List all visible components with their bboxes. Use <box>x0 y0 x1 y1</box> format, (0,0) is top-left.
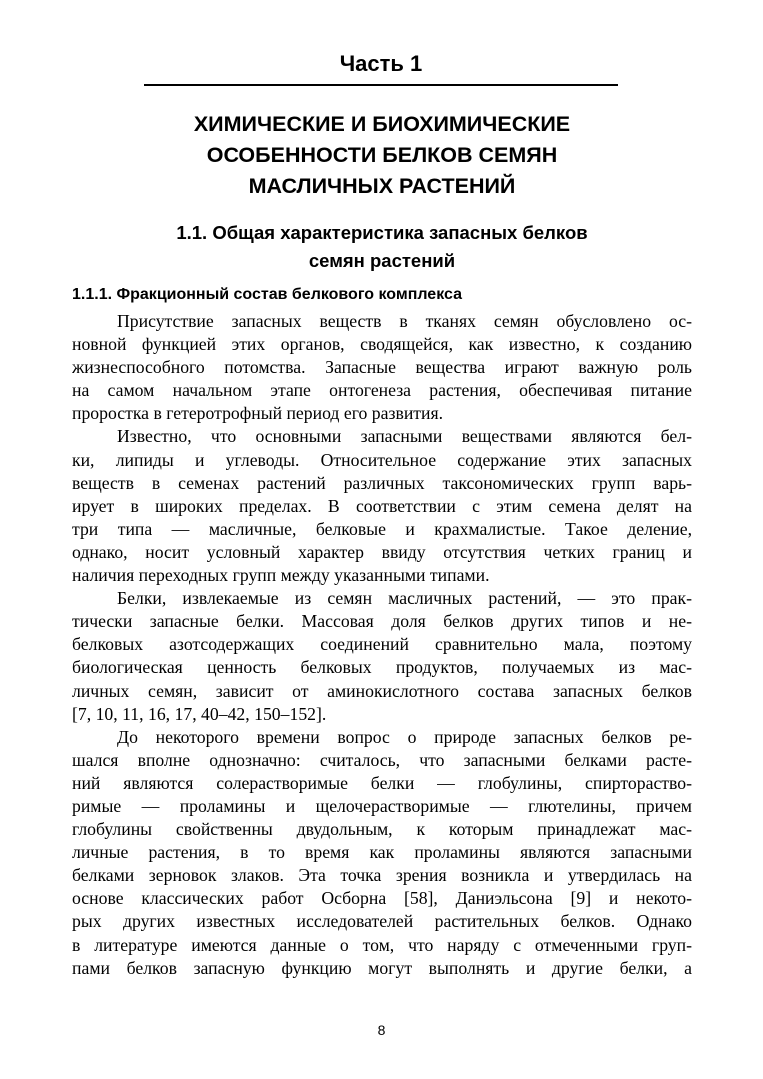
subsection-title: 1.1.1. Фракционный состав белкового комплекса <box>72 286 462 303</box>
section-title-line: семян растений <box>308 250 456 271</box>
text-line: наличия переходных групп между указанными типами. <box>72 565 490 586</box>
text-line: ирует в широких пределах. В соответствии с этим семена делят на <box>72 495 692 516</box>
text-line: ки, липиды и углеводы. Относительное содержание этих запасных <box>72 449 692 470</box>
text-line: римые — проламины и щелочерастворимые — глютелины, причем <box>72 795 692 816</box>
text-line: белками зерновок злаков. Эта точка зрения возникла и утвердилась на <box>72 865 692 886</box>
section-title-line: 1.1. Общая характеристика запасных белков <box>176 222 588 243</box>
text-line: шался вполне однозначно: считалось, что запасными белками расте- <box>72 749 692 770</box>
text-line: пами белков запасную функцию могут выполнять и другие белки, а <box>72 957 692 978</box>
paragraph <box>72 310 692 425</box>
text-line: жизнеспособного потомства. Запасные вещества играют важную роль <box>72 357 692 378</box>
text-line: биологическая ценность белковых продуктов, получаемых из мас- <box>72 657 692 678</box>
section-title <box>72 219 692 275</box>
text-line: новной функцией этих органов, сводящейся, как известно, к созданию <box>72 334 692 355</box>
paragraph <box>72 425 692 587</box>
text-line: [7, 10, 11, 16, 17, 40–42, 150–152]. <box>72 703 327 724</box>
chapter-title <box>72 109 692 202</box>
page-content <box>72 50 692 980</box>
text-line: однако, носит условный характер ввиду отсутствия четких границ и <box>72 541 692 562</box>
paragraph <box>72 726 692 980</box>
text-line: тически запасные белки. Массовая доля белков других типов и не- <box>72 611 692 632</box>
text-line: проростка в гетеротрофный период его развития. <box>72 403 444 424</box>
text-line: в литературе имеются данные о том, что наряду с отмеченными груп- <box>72 934 692 955</box>
text-line: До некоторого времени вопрос о природе запасных белков ре- <box>117 726 692 747</box>
text-line: веществ в семенах растений различных таксономических групп варь- <box>72 472 692 493</box>
text-line: ний являются солерастворимые белки — глобулины, спиртораство- <box>72 772 692 793</box>
text-line: личные растения, в то время как проламины являются запасными <box>72 842 692 863</box>
text-line: на самом начальном этапе онтогенеза растения, обеспечивая питание <box>72 380 692 401</box>
chapter-title-line: ХИМИЧЕСКИЕ И БИОХИМИЧЕСКИЕ <box>193 112 571 136</box>
text-line: белковых азотсодержащих соединений сравнительно мала, поэтому <box>72 634 692 655</box>
text-line: рых других известных исследователей растительных белков. Однако <box>72 911 692 932</box>
part-title: Часть 1 <box>144 50 618 86</box>
chapter-title-line: ОСОБЕННОСТИ БЕЛКОВ СЕМЯН <box>206 143 558 167</box>
chapter-title-line: МАСЛИЧНЫХ РАСТЕНИЙ <box>248 174 516 198</box>
paragraph <box>72 587 692 726</box>
text-line: Известно, что основными запасными веществами являются бел- <box>117 426 692 447</box>
text-line: личных семян, зависит от аминокислотного состава запасных белков <box>72 680 692 701</box>
text-line: Белки, извлекаемые из семян масличных растений, — это прак- <box>117 588 692 609</box>
text-line: Присутствие запасных веществ в тканях семян обусловлено ос- <box>117 311 692 331</box>
text-line: три типа — масличные, белковые и крахмалистые. Такое деление, <box>72 518 692 539</box>
text-line: основе классических работ Осборна [58], Даниэльсона [9] и некото- <box>72 888 692 909</box>
page-number: 8 <box>377 1022 386 1038</box>
text-line: глобулины свойственны двудольным, к которым принадлежат мас- <box>72 819 692 840</box>
